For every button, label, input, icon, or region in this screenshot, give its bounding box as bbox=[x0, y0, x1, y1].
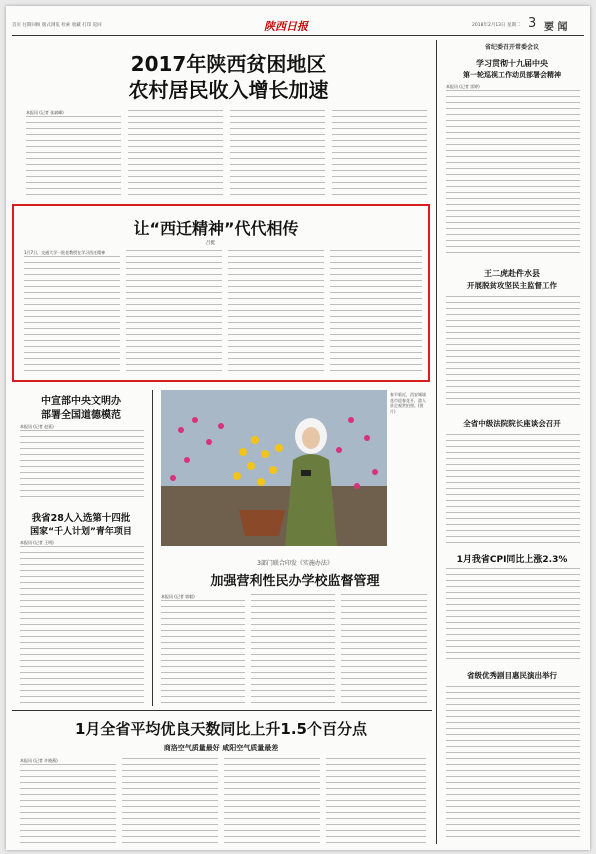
lead-body-col2 bbox=[128, 110, 223, 196]
left2-dateline: 本报讯 (记者 王明) bbox=[20, 540, 54, 545]
right-kicker: 省纪委召开常委会议 bbox=[484, 44, 539, 51]
bottom-body-col1 bbox=[20, 764, 116, 844]
right-headline3: 全省中级法院院长座谈会召开 bbox=[463, 419, 561, 428]
feature-body-col2 bbox=[126, 250, 222, 374]
left1-body bbox=[20, 430, 144, 498]
page-number: 3 bbox=[528, 16, 537, 31]
bottom-body-col2 bbox=[122, 758, 218, 844]
feature-body-col1 bbox=[24, 256, 120, 374]
newspaper-page bbox=[6, 6, 590, 850]
left1-headline-line1: 中宣部中央文明办 bbox=[41, 396, 121, 407]
middle-dateline: 本报讯 (记者 郭毅) bbox=[161, 594, 195, 599]
right-dateline: 本报讯 (记者 雷婷) bbox=[446, 84, 480, 89]
bottom-rule bbox=[12, 710, 432, 711]
right-body5 bbox=[446, 686, 580, 842]
middle-kicker: 3部门联合印发《实施办法》 bbox=[257, 560, 333, 567]
lead-headline-line1: 2017年陕西贫困地区 bbox=[130, 52, 327, 76]
feature-byline: 吕挺 bbox=[206, 241, 215, 246]
bottom-body-col4 bbox=[326, 758, 426, 844]
right-body1 bbox=[446, 90, 580, 258]
feature-headline: 让“西迁精神”代代相传 bbox=[133, 219, 299, 238]
right-headline2-line2: 开展脱贫攻坚民主监督工作 bbox=[467, 281, 557, 290]
right-body3 bbox=[446, 434, 580, 544]
left1-headline-line2: 部署全国道德模范 bbox=[41, 410, 121, 421]
left-column-rule bbox=[152, 390, 153, 706]
right-headline1-line2: 第一轮巡视工作动员部署会精神 bbox=[463, 71, 561, 79]
middle-body-col1 bbox=[161, 600, 245, 706]
lead-body-col1 bbox=[26, 116, 121, 196]
bottom-subheadline: 商洛空气质量最好 咸阳空气质量最差 bbox=[163, 744, 279, 752]
nav-links[interactable]: 首页 往期回顾 版式浏览 检索 收藏 打印 返回 bbox=[12, 23, 102, 28]
news-photo bbox=[161, 390, 387, 546]
bottom-headline: 1月全省平均优良天数同比上升1.5个百分点 bbox=[74, 720, 367, 738]
right-headline4: 1月我省CPI同比上涨2.3% bbox=[456, 555, 568, 565]
lead-dateline: 本报讯 (记者 张斌峰) bbox=[26, 110, 64, 115]
left2-body bbox=[20, 546, 144, 704]
photo-scene bbox=[161, 390, 387, 546]
photo-caption-box bbox=[388, 390, 428, 546]
right-headline5: 省级优秀剧目惠民演出举行 bbox=[467, 671, 557, 680]
masthead-rule bbox=[12, 35, 584, 36]
lead-body-col4 bbox=[332, 110, 427, 196]
right-column-rule bbox=[436, 40, 437, 844]
page-section-title: 要 闻 bbox=[544, 22, 568, 33]
photo-caption: 春节临近，西安城墙花市迎春花开，游人驻足观赏拍照。(图片) bbox=[390, 392, 426, 414]
middle-body-col2 bbox=[251, 594, 335, 706]
feature-dateline: 1月7日，交通大学一批老教授在学习西迁精神 bbox=[24, 250, 106, 255]
bottom-body-col3 bbox=[224, 758, 320, 844]
left2-headline-line2: 国家“千人计划”青年项目 bbox=[30, 527, 132, 537]
left2-headline-line1: 我省28人入选第十四批 bbox=[31, 513, 131, 524]
right-headline2-line1: 王二虎赴件水县 bbox=[484, 269, 540, 278]
bottom-dateline: 本报讯 (记者 许晓燕) bbox=[20, 758, 58, 763]
feature-body-col4 bbox=[330, 250, 422, 374]
middle-headline: 加强营利性民办学校监督管理 bbox=[210, 574, 380, 589]
right-headline1-line1: 学习贯彻十九届中央 bbox=[476, 59, 548, 68]
feature-body-col3 bbox=[228, 250, 324, 374]
right-body4 bbox=[446, 568, 580, 664]
middle-body-col3 bbox=[341, 594, 427, 706]
lead-headline-line2: 农村居民收入增长加速 bbox=[128, 78, 329, 102]
right-body2 bbox=[446, 296, 580, 408]
masthead-logo: 陕西日报 bbox=[264, 20, 308, 33]
issue-date: 2018年2月13日 星期二 bbox=[472, 23, 521, 28]
lead-body-col3 bbox=[230, 110, 325, 196]
left1-dateline: 本报讯 (记者 赵延) bbox=[20, 424, 54, 429]
